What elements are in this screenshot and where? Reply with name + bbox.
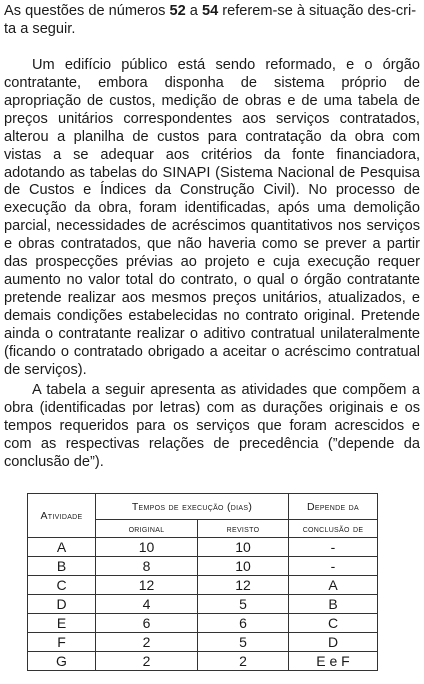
cell-original: 8	[96, 557, 198, 576]
cell-activity: A	[28, 538, 96, 557]
cell-activity: E	[28, 614, 96, 633]
cell-activity: G	[28, 652, 96, 671]
header-depends: Depende da	[289, 494, 378, 520]
cell-revised: 10	[198, 538, 289, 557]
table-intro-paragraph: A tabela a seguir apresenta as atividades que compõem a obra (identificadas por letras) com as durações originais e os tempos requeridos para os serviços que foram acrescidos e com as respectivas relações de precedência (”depende da conclusão de”).	[4, 381, 420, 470]
cell-depends: B	[289, 595, 378, 614]
cell-activity: D	[28, 595, 96, 614]
document-page	[4, 0, 420, 472]
cell-depends: A	[289, 576, 378, 595]
intro-text	[4, 2, 420, 39]
cell-depends: -	[289, 538, 378, 557]
cell-depends: D	[289, 633, 378, 652]
cell-activity: F	[28, 633, 96, 652]
cell-revised: 2	[198, 652, 289, 671]
cell-revised: 5	[198, 595, 289, 614]
intro-suffix: referem-se à situação des-crita a seguir.	[4, 3, 417, 38]
cell-activity: B	[28, 557, 96, 576]
header-depends-continued: conclusão de	[289, 520, 378, 538]
question-number-end: 54	[201, 3, 219, 19]
table-row	[28, 595, 378, 614]
cell-original: 12	[96, 576, 198, 595]
cell-depends: C	[289, 614, 378, 633]
table-row	[28, 614, 378, 633]
intro-mid: a	[185, 3, 202, 19]
cell-depends: -	[289, 557, 378, 576]
table-row	[28, 538, 378, 557]
cell-activity: C	[28, 576, 96, 595]
table-row	[28, 576, 378, 595]
cell-revised: 12	[198, 576, 289, 595]
cell-original: 6	[96, 614, 198, 633]
header-original: original	[96, 520, 198, 538]
cell-revised: 5	[198, 633, 289, 652]
cell-original: 2	[96, 652, 198, 671]
header-activity: Atividade	[28, 494, 96, 538]
question-number-start: 52	[169, 3, 186, 19]
cell-depends: E e F	[289, 652, 378, 671]
table-row	[28, 652, 378, 671]
table-row	[28, 633, 378, 652]
cell-revised: 6	[198, 614, 289, 633]
cell-original: 10	[96, 538, 198, 557]
cell-original: 2	[96, 633, 198, 652]
intro-prefix: As questões de números	[4, 3, 170, 19]
activities-table	[27, 493, 378, 671]
header-revised: revisto	[198, 520, 289, 538]
cell-original: 4	[96, 595, 198, 614]
cell-revised: 10	[198, 557, 289, 576]
table-row	[28, 557, 378, 576]
header-execution-times: Tempos de execução (dias)	[96, 494, 289, 520]
scenario-paragraph: Um edifício público está sendo reformado, e o órgão contratante, embora disponha de sistema próprio de apropriação de custos, medição de obras e de uma tabela de preços unitários correspondentes aos serviços contratados, alterou a planilha de custos para contratação da obra com vistas a se adequar aos critérios da fonte financiadora, adotando as tabelas do SINAPI (Sistema Nacional de Pesquisa de Custos e Índices da Construção Civil). No processo de execução da obra, foram identificadas, após uma demolição parcial, necessidades de acréscimos quantitativos nos serviços e obras contratados, que não haveria como se prever a partir das prospecções prévias ao projeto e cuja execução requer aumento no valor total do contrato, o qual o órgão contratante pretende realizar aos mesmos preços unitários, atualizados, e demais condições estabelecidas no contrato original. Pretende ainda o contratante realizar o aditivo contratual unilateralmente (ficando o contratado obrigado a aceitar o acréscimo contratual de serviços).	[4, 56, 420, 379]
